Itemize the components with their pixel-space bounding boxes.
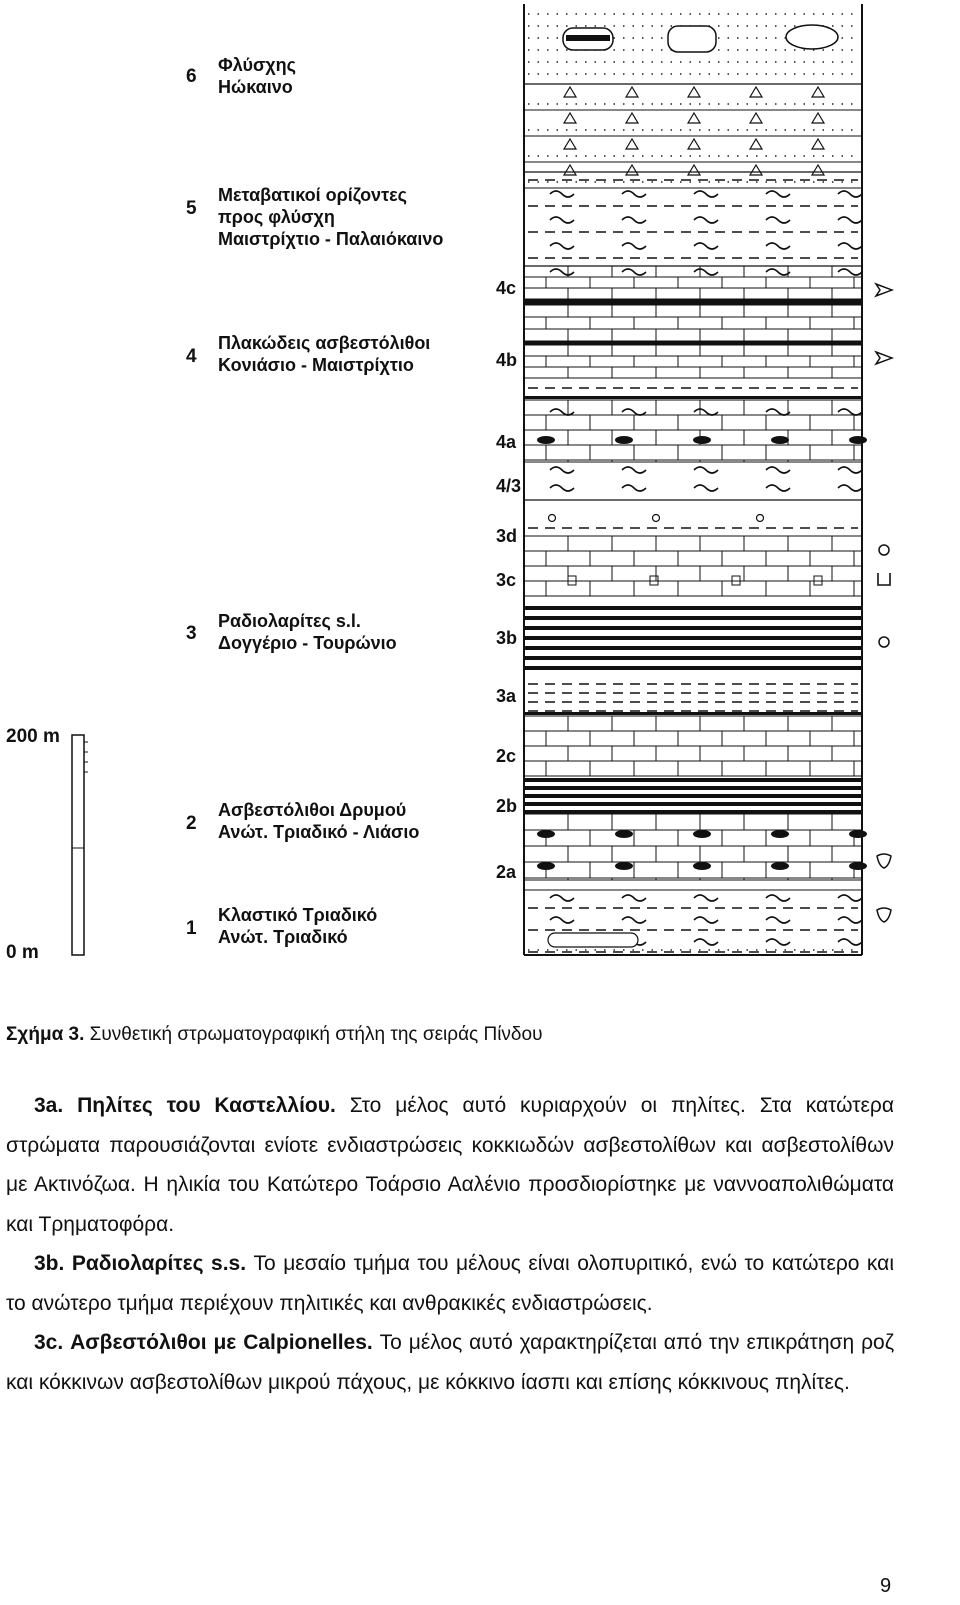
marl-symbol [838,467,862,473]
paragraph-3b [6,1244,894,1323]
marl-symbol [622,467,646,473]
marl-symbol [622,243,646,249]
marl-symbol [550,191,574,197]
figure-caption [6,1024,542,1046]
unit-2-line-2: Ανώτ. Τριαδικό - Λιάσιο [218,822,420,842]
chert-band [524,646,862,650]
caption-text: Συνθετική στρωματογραφική στήλη της σειράς Πίνδου [84,1024,543,1045]
breccia-symbol [812,139,824,149]
chert-nodule [615,436,633,444]
subunit-label-3d: 3d [496,526,518,546]
breccia-symbol [626,113,638,123]
unit-number-5: 5 [186,198,197,219]
marl-symbol [838,939,862,945]
marl-symbol [766,467,790,473]
chert-nodule [771,830,789,838]
calpionella-fossil-icon [878,573,890,585]
marl-symbol [694,485,718,491]
marl-symbol [766,485,790,491]
chert-band [524,606,862,610]
marl-symbol [766,939,790,945]
chert-nodule [849,862,867,870]
chert-band [524,656,862,660]
unit-number-3: 3 [186,623,197,644]
gastropod-fossil-icon [876,284,892,296]
chert-nodule [693,830,711,838]
chert-nodule [615,862,633,870]
breccia-symbol [564,139,576,149]
paragraph-3a-body: Στο μέλος αυτό κυριαρχούν οι πηλίτες. Στα κατώτερα στρώματα παρουσιάζονται ενίοτε ενδιαστρώσεις κοκκιωδών ασβεστολίθων και ασβεστολίθων με Ακτινόζωα. Η ηλικία του Κατώτερο Τοάρσιο Ααλένιο προσδιορίστηκε με ναννοαπολιθώματα και Τρηματοφόρα. [6,1094,894,1236]
chert-nodule [849,830,867,838]
marl-symbol [694,217,718,223]
clastic-lens [548,933,638,947]
marl-symbol [550,917,574,923]
chert-nodule [771,436,789,444]
marl-symbol [550,485,574,491]
marl-symbol [550,217,574,223]
marl-symbol [766,243,790,249]
breccia-symbol [564,113,576,123]
marl-symbol [838,217,862,223]
marl-symbol [622,191,646,197]
gastropod-fossil-icon [876,352,892,364]
unit-6-line-1: Φλύσχης [218,55,297,75]
subunit-label-4a: 4a [496,432,517,452]
flysch-block [668,26,716,52]
paragraph-3c-body: Το μέλος αυτό χαρακτηρίζεται από την επικράτηση ροζ και κόκκινων ασβεστολίθων μικρού πάχους, με κόκκινο ίασπι και επίσης κόκκινους πηλίτες. [6,1331,894,1394]
marl-symbol [694,917,718,923]
unit-5-line-3: Μαιστρίχτιο - Παλαιόκαινο [218,229,444,249]
unit-6-line-2: Ηώκαινο [218,77,293,97]
unit-3-line-1: Ραδιολαρίτες s.l. [218,611,361,631]
marl-symbol [550,467,574,473]
chert-band [524,636,862,640]
unit-5-line-2: προς φλύσχη [218,207,335,227]
breccia-symbol [750,87,762,97]
caption-prefix: Σχήμα 3. [6,1024,85,1045]
chert-band [524,778,862,782]
marl-symbol [838,191,862,197]
marl-symbol [766,269,790,275]
marl-symbol [622,409,646,415]
unit-1-line-2: Ανώτ. Τριαδικό [218,927,348,947]
subunit-label-3a: 3a [496,686,517,706]
marl-symbol [838,895,862,901]
breccia-symbol [812,113,824,123]
unit-4-line-2: Κονιάσιο - Μαιστρίχτιο [218,355,414,375]
unit-number-2: 2 [186,813,197,834]
chert-nodule [849,436,867,444]
chert-nodule [771,862,789,870]
chert-band [524,396,862,399]
paragraph-3b-body: Το μεσαίο τμήμα του μέλους είναι ολοπυριτικό, ενώ το κατώτερο και το ανώτερο τμήμα περιέχουν πηλιτικές και ανθρακικές ενδιαστρώσεις. [6,1252,894,1315]
unit-number-4: 4 [186,346,197,367]
radiolaria-symbol [757,515,764,522]
scale-label-bottom: 0 m [6,942,39,963]
chert-band [524,300,862,305]
chert-nodule [537,436,555,444]
marl-symbol [550,409,574,415]
marl-symbol [694,191,718,197]
breccia-symbol [564,165,576,175]
radiolaria-symbol [653,515,660,522]
paragraph-3a [6,1086,894,1244]
marl-symbol [694,467,718,473]
marl-symbol [766,409,790,415]
breccia-symbol [812,165,824,175]
chert-nodule [693,436,711,444]
marl-symbol [694,409,718,415]
radiolaria-fossil-icon [879,545,889,555]
breccia-symbol [688,165,700,175]
chert-band [524,802,862,806]
marl-symbol [838,409,862,415]
chert-nodule [537,862,555,870]
unit-2-line-1: Ασβεστόλιθοι Δρυμού [218,800,407,820]
chert-nodule [693,862,711,870]
breccia-symbol [626,165,638,175]
breccia-symbol [750,139,762,149]
subunit-label-4-3: 4/3 [496,476,522,496]
marl-symbol [622,269,646,275]
unit-3-line-2: Δογγέριο - Τουρώνιο [218,633,397,653]
marl-symbol [766,895,790,901]
subunit-label-3c: 3c [496,570,517,590]
unit-number-6: 6 [186,66,197,87]
marl-symbol [622,917,646,923]
breccia-symbol [688,113,700,123]
breccia-symbol [626,139,638,149]
breccia-symbol [812,87,824,97]
marl-symbol [622,895,646,901]
subunit-label-2a: 2a [496,862,517,882]
chert-band [524,666,862,670]
breccia-symbol [750,113,762,123]
unit-1-line-1: Κλαστικό Τριαδικό [218,905,378,925]
paragraph-3b-lead: 3b. Ραδιολαρίτες s.s. [34,1252,247,1275]
marl-symbol [622,217,646,223]
marl-symbol [550,895,574,901]
paragraph-3c [6,1323,894,1402]
breccia-symbol [564,87,576,97]
subunit-label-3b: 3b [496,628,518,648]
unit-4-line-1: Πλακώδεις ασβεστόλιθοι [218,333,431,353]
radiolaria-fossil-icon [879,637,889,647]
marl-symbol [622,485,646,491]
subunit-label-2c: 2c [496,746,517,766]
marl-symbol [694,895,718,901]
marl-symbol [766,191,790,197]
paragraph-3c-lead: 3c. Ασβεστόλιθοι με Calpionelles. [34,1331,373,1354]
breccia-symbol [688,87,700,97]
marl-symbol [766,917,790,923]
marl-symbol [838,485,862,491]
paragraph-3a-lead: 3a. Πηλίτες του Καστελλίου. [34,1094,336,1117]
unit-number-1: 1 [186,918,197,939]
chert-band [524,626,862,630]
marl-symbol [838,917,862,923]
marl-symbol [838,243,862,249]
flysch-block [786,25,838,49]
marl-symbol [838,269,862,275]
chert-nodule [537,830,555,838]
chert-band [524,712,862,715]
subunit-label-4c: 4c [496,278,517,298]
chert-band [524,616,862,620]
chert-band [524,794,862,798]
radiolaria-symbol [549,515,556,522]
breccia-symbol [688,139,700,149]
subunit-label-4b: 4b [496,350,518,370]
unit-5-line-1: Μεταβατικοί ορίζοντες [218,185,408,205]
marl-symbol [766,217,790,223]
body-text [6,1086,894,1402]
flysch-block-band [566,35,610,41]
chert-band [524,786,862,790]
marl-symbol [694,269,718,275]
marl-symbol [694,939,718,945]
page-number: 9 [880,1575,892,1597]
scale-label-top: 200 m [6,726,60,747]
breccia-symbol [626,87,638,97]
chert-nodule [615,830,633,838]
coral-fossil-icon [877,908,891,922]
marl-symbol [550,269,574,275]
marl-symbol [694,243,718,249]
marl-symbol [550,243,574,249]
chert-band [524,810,862,814]
breccia-symbol [750,165,762,175]
subunit-label-2b: 2b [496,796,518,816]
coral-fossil-icon [877,854,891,868]
